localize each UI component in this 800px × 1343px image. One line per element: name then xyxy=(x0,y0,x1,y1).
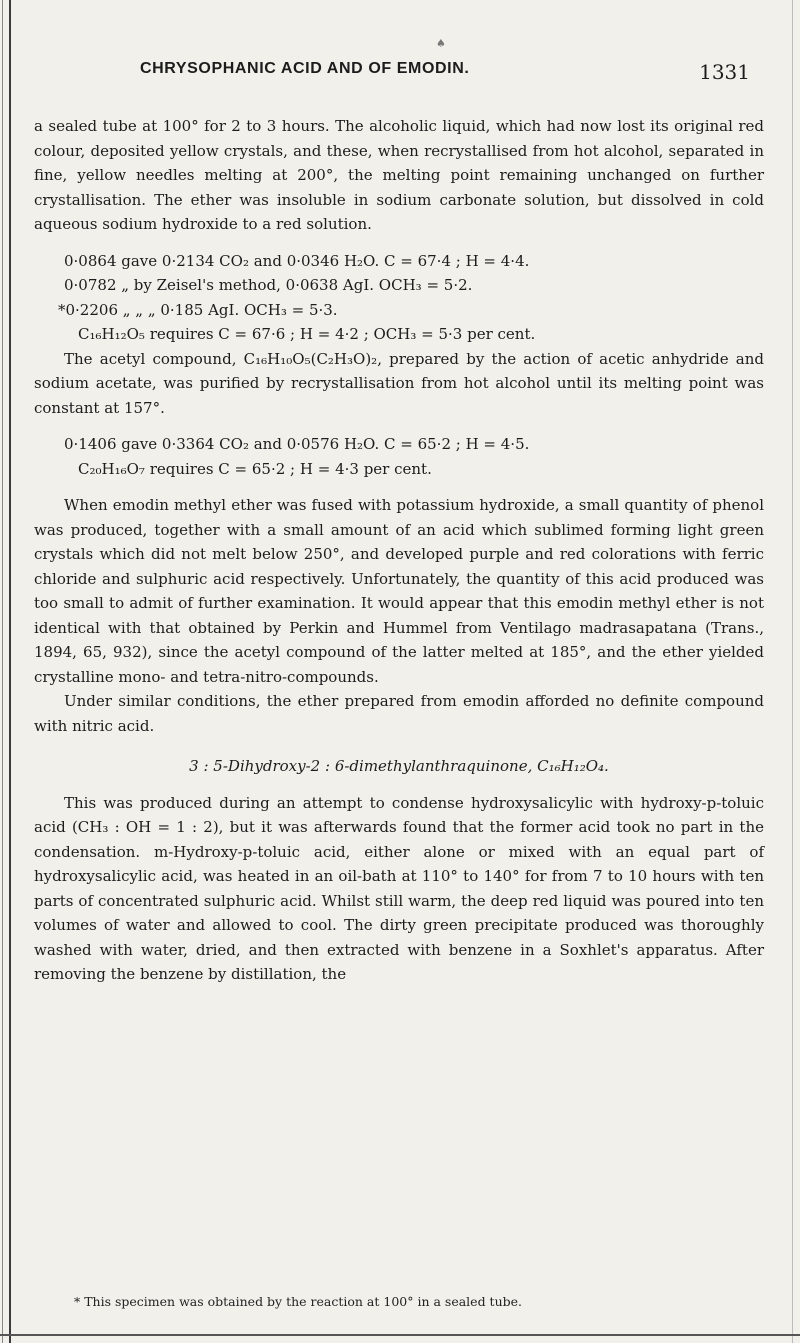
formula-requirement: C₁₆H₁₂O₅ requires C = 67·6 ; H = 4·2 ; OCH₃ = 5·3 per cent. xyxy=(78,325,536,343)
analysis-line: 0·0782 „ by Zeisel's method, 0·0638 AgI. OCH₃ = 5·2. xyxy=(64,276,473,294)
section-heading: 3 : 5-Dihydroxy-2 : 6-dimethylanthraquinone, C₁₆H₁₂O₄. xyxy=(189,757,609,775)
right-edge-line xyxy=(792,0,793,1343)
paragraph: When emodin methyl ether was fused with potassium hydroxide, a small quantity of phenol was produced, together with a small amount of an acid which sublimed forming light green crystals which did not melt below 250°, and developed purple and red colorations with ferric chloride and sulphuric acid respectively. Unfortunately, the quantity of this acid produced was too small to admit of further examination. It would appear that this emodin methyl ether is not identical with that obtained by Perkin and Hummel from Ventilago madrasapatana (Trans., 1894, 65, 932), since the acetyl compound of the latter melted at 185°, and the ether yielded crystalline mono- and tetra-nitro-compounds. xyxy=(34,496,764,686)
formula-requirement: C₂₀H₁₆O₇ requires C = 65·2 ; H = 4·3 per cent. xyxy=(78,459,432,478)
analysis-line: 0·0864 gave 0·2134 CO₂ and 0·0346 H₂O. C = 67·4 ; H = 4·4. xyxy=(64,251,530,270)
analysis-line: 0·1406 gave 0·3364 CO₂ and 0·0576 H₂O. C = 65·2 ; H = 4·5. xyxy=(64,435,530,453)
print-mark: ♠ xyxy=(436,37,446,50)
running-title: CHRYSOPHANIC ACID AND OF EMODIN. xyxy=(140,60,470,77)
body-text xyxy=(34,114,764,987)
paragraph: a sealed tube at 100° for 2 to 3 hours. The alcoholic liquid, which had now lost its original red colour, deposited yellow crystals, and these, when recrystallised from hot alcohol, separated in fine, yellow needles melting at 200°, the melting point remaining unchanged on further crystallisation. The ether was insoluble in sodium carbonate solution, but dissolved in cold aqueous sodium hydroxide to a red solution. xyxy=(34,117,764,233)
paragraph: This was produced during an attempt to condense hydroxysalicylic with hydroxy-p-toluic acid (CH₃ : OH = 1 : 2), but it was afterwards found that the former acid took no part in the condensation. m-Hydroxy-p-toluic acid, either alone or mixed with an equal part of hydroxysalicylic acid, was heated in an oil-bath at 110° to 140° for from 7 to 10 hours with ten parts of concentrated sulphuric acid. Whilst still warm, the deep red liquid was poured into ten volumes of water and allowed to cool. The dirty green precipitate produced was thoroughly washed with water, dried, and then extracted with benzene in a Soxhlet's apparatus. After removing the benzene by distillation, the xyxy=(34,793,764,983)
page-header xyxy=(140,60,750,84)
paragraph: The acetyl compound, C₁₆H₁₀O₅(C₂H₃O)₂, prepared by the action of acetic anhydride and sodium acetate, was purified by recrystallisation from hot alcohol until its melting point was constant at 157°. xyxy=(34,349,764,417)
bottom-edge-line xyxy=(0,1334,800,1336)
paragraph: Under similar conditions, the ether prepared from emodin afforded no definite compound with nitric acid. xyxy=(34,692,764,735)
footnote: * This specimen was obtained by the reaction at 100° in a sealed tube. xyxy=(74,1294,522,1309)
page-number: 1331 xyxy=(699,60,750,84)
binding-edge-line xyxy=(9,0,11,1343)
scan-edge-line xyxy=(2,0,3,1343)
analysis-line: *0·2206 „ „ „ 0·185 AgI. OCH₃ = 5·3. xyxy=(58,300,338,319)
